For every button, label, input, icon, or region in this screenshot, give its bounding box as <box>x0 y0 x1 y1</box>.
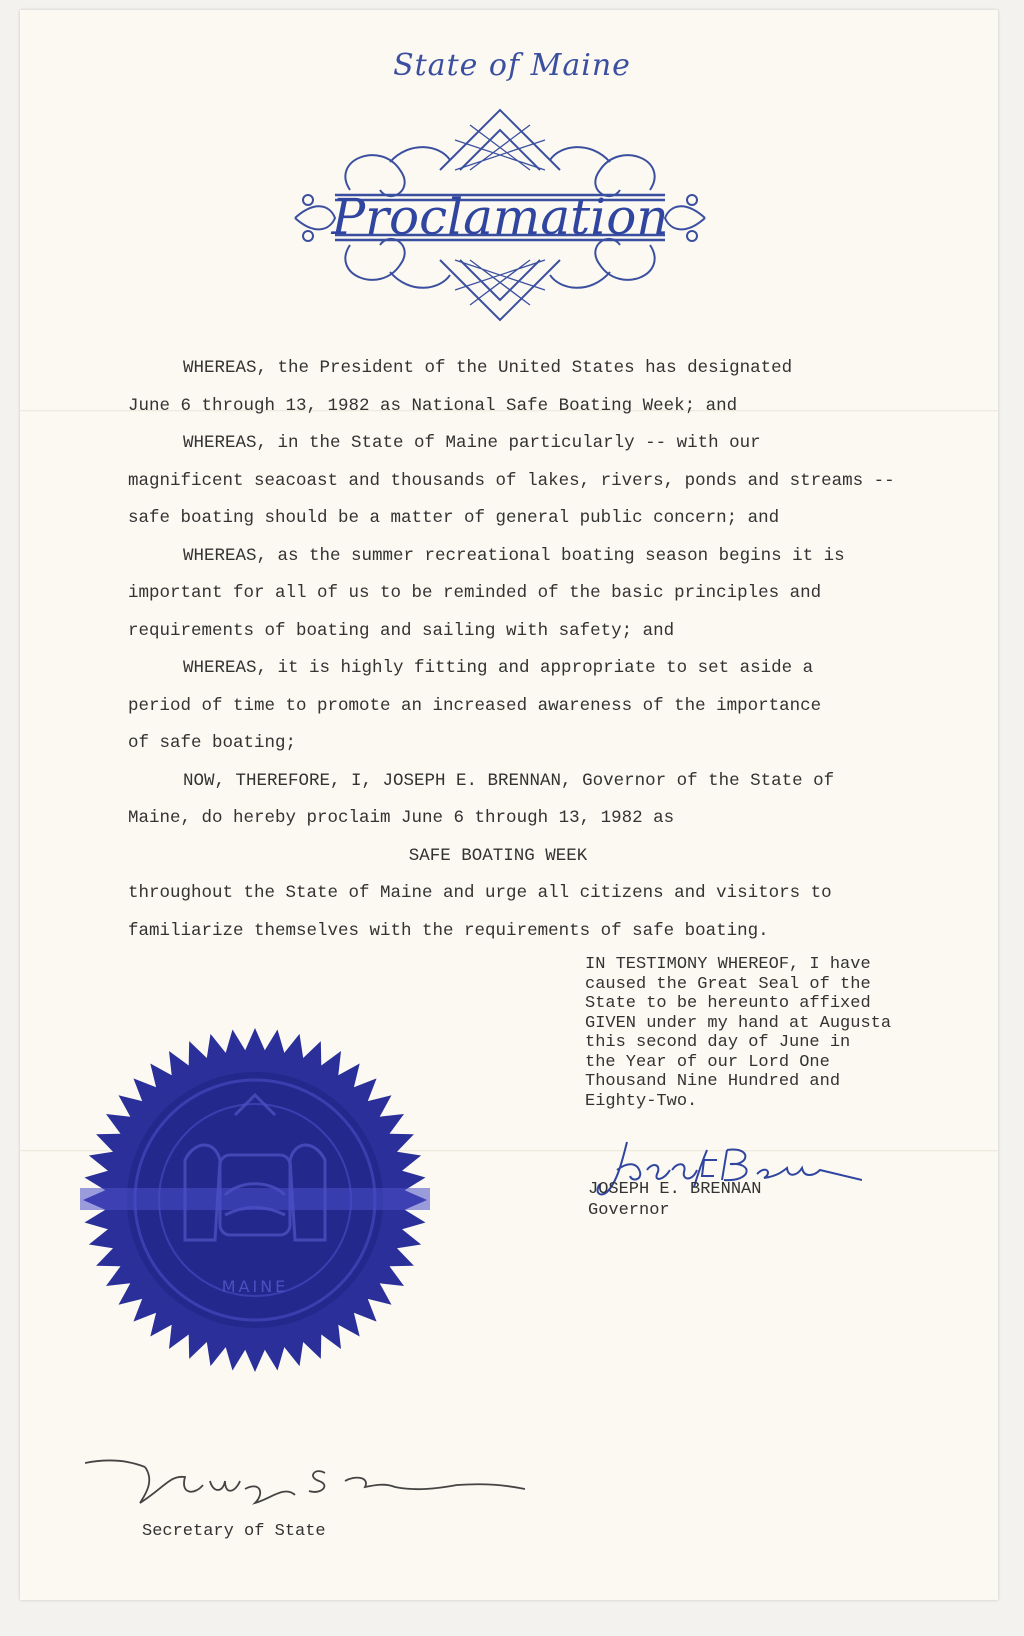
secretary-signature-text: Rodney S. Quinn <box>300 1521 310 1522</box>
proclamation-line: June 6 through 13, 1982 as National Safe Boating Week; and <box>128 395 738 416</box>
seal-inscription: MAINE <box>221 1277 289 1296</box>
proclamation-line: familiarize themselves with the requirements of safe boating. <box>128 920 769 941</box>
secretary-signature <box>85 1445 525 1525</box>
proclamation-line: Maine, do hereby proclaim June 6 through 13, 1982 as <box>128 808 675 828</box>
great-seal-of-maine <box>80 1025 430 1375</box>
governor-signature <box>592 1132 862 1212</box>
proclamation-line: WHEREAS, it is highly fitting and appropriate to set aside a <box>183 658 814 678</box>
state-of-maine-heading: State of Maine <box>393 48 631 83</box>
proclamation-line: WHEREAS, the President of the United States has designated <box>183 358 793 378</box>
testimony-block: IN TESTIMONY WHEREOF, I have caused the Great Seal of the State to be hereunto affixed GIVEN under my hand at Augusta this second day of June in the Year of our Lord One Thousand Nine Hundred and Eighty-Two. <box>585 955 892 1111</box>
proclamation-line: safe boating should be a matter of general public concern; and <box>128 508 780 528</box>
proclamation-line: WHEREAS, in the State of Maine particularly -- with our <box>183 433 761 453</box>
proclamation-line: requirements of boating and sailing with safety; and <box>128 620 675 641</box>
proclamation-line: important for all of us to be reminded of the basic principles and <box>128 583 822 603</box>
proclamation-line: WHEREAS, as the summer recreational boating season begins it is <box>183 545 845 566</box>
secretary-of-state-title: Secretary of State <box>142 1522 326 1541</box>
proclamation-title: Proclamation <box>331 188 669 246</box>
proclamation-cartouche <box>290 100 710 330</box>
proclamation-line: period of time to promote an increased awareness of the importance <box>128 695 822 716</box>
proclamation-line: throughout the State of Maine and urge all citizens and visitors to <box>128 883 832 903</box>
proclamation-line: of safe boating; <box>128 733 297 753</box>
governor-name: JOSEPH E. BRENNAN <box>588 1180 762 1199</box>
governor-title: Governor <box>588 1201 670 1220</box>
proclamation-line: NOW, THEREFORE, I, JOSEPH E. BRENNAN, Governor of the State of <box>183 770 835 791</box>
proclamation-line: SAFE BOATING WEEK <box>408 845 588 866</box>
governor-signature-text: Joseph E Brennan <box>722 1206 732 1207</box>
proclamation-line: magnificent seacoast and thousands of lakes, rivers, ponds and streams -- <box>128 470 895 491</box>
proclamation-body <box>128 350 948 950</box>
